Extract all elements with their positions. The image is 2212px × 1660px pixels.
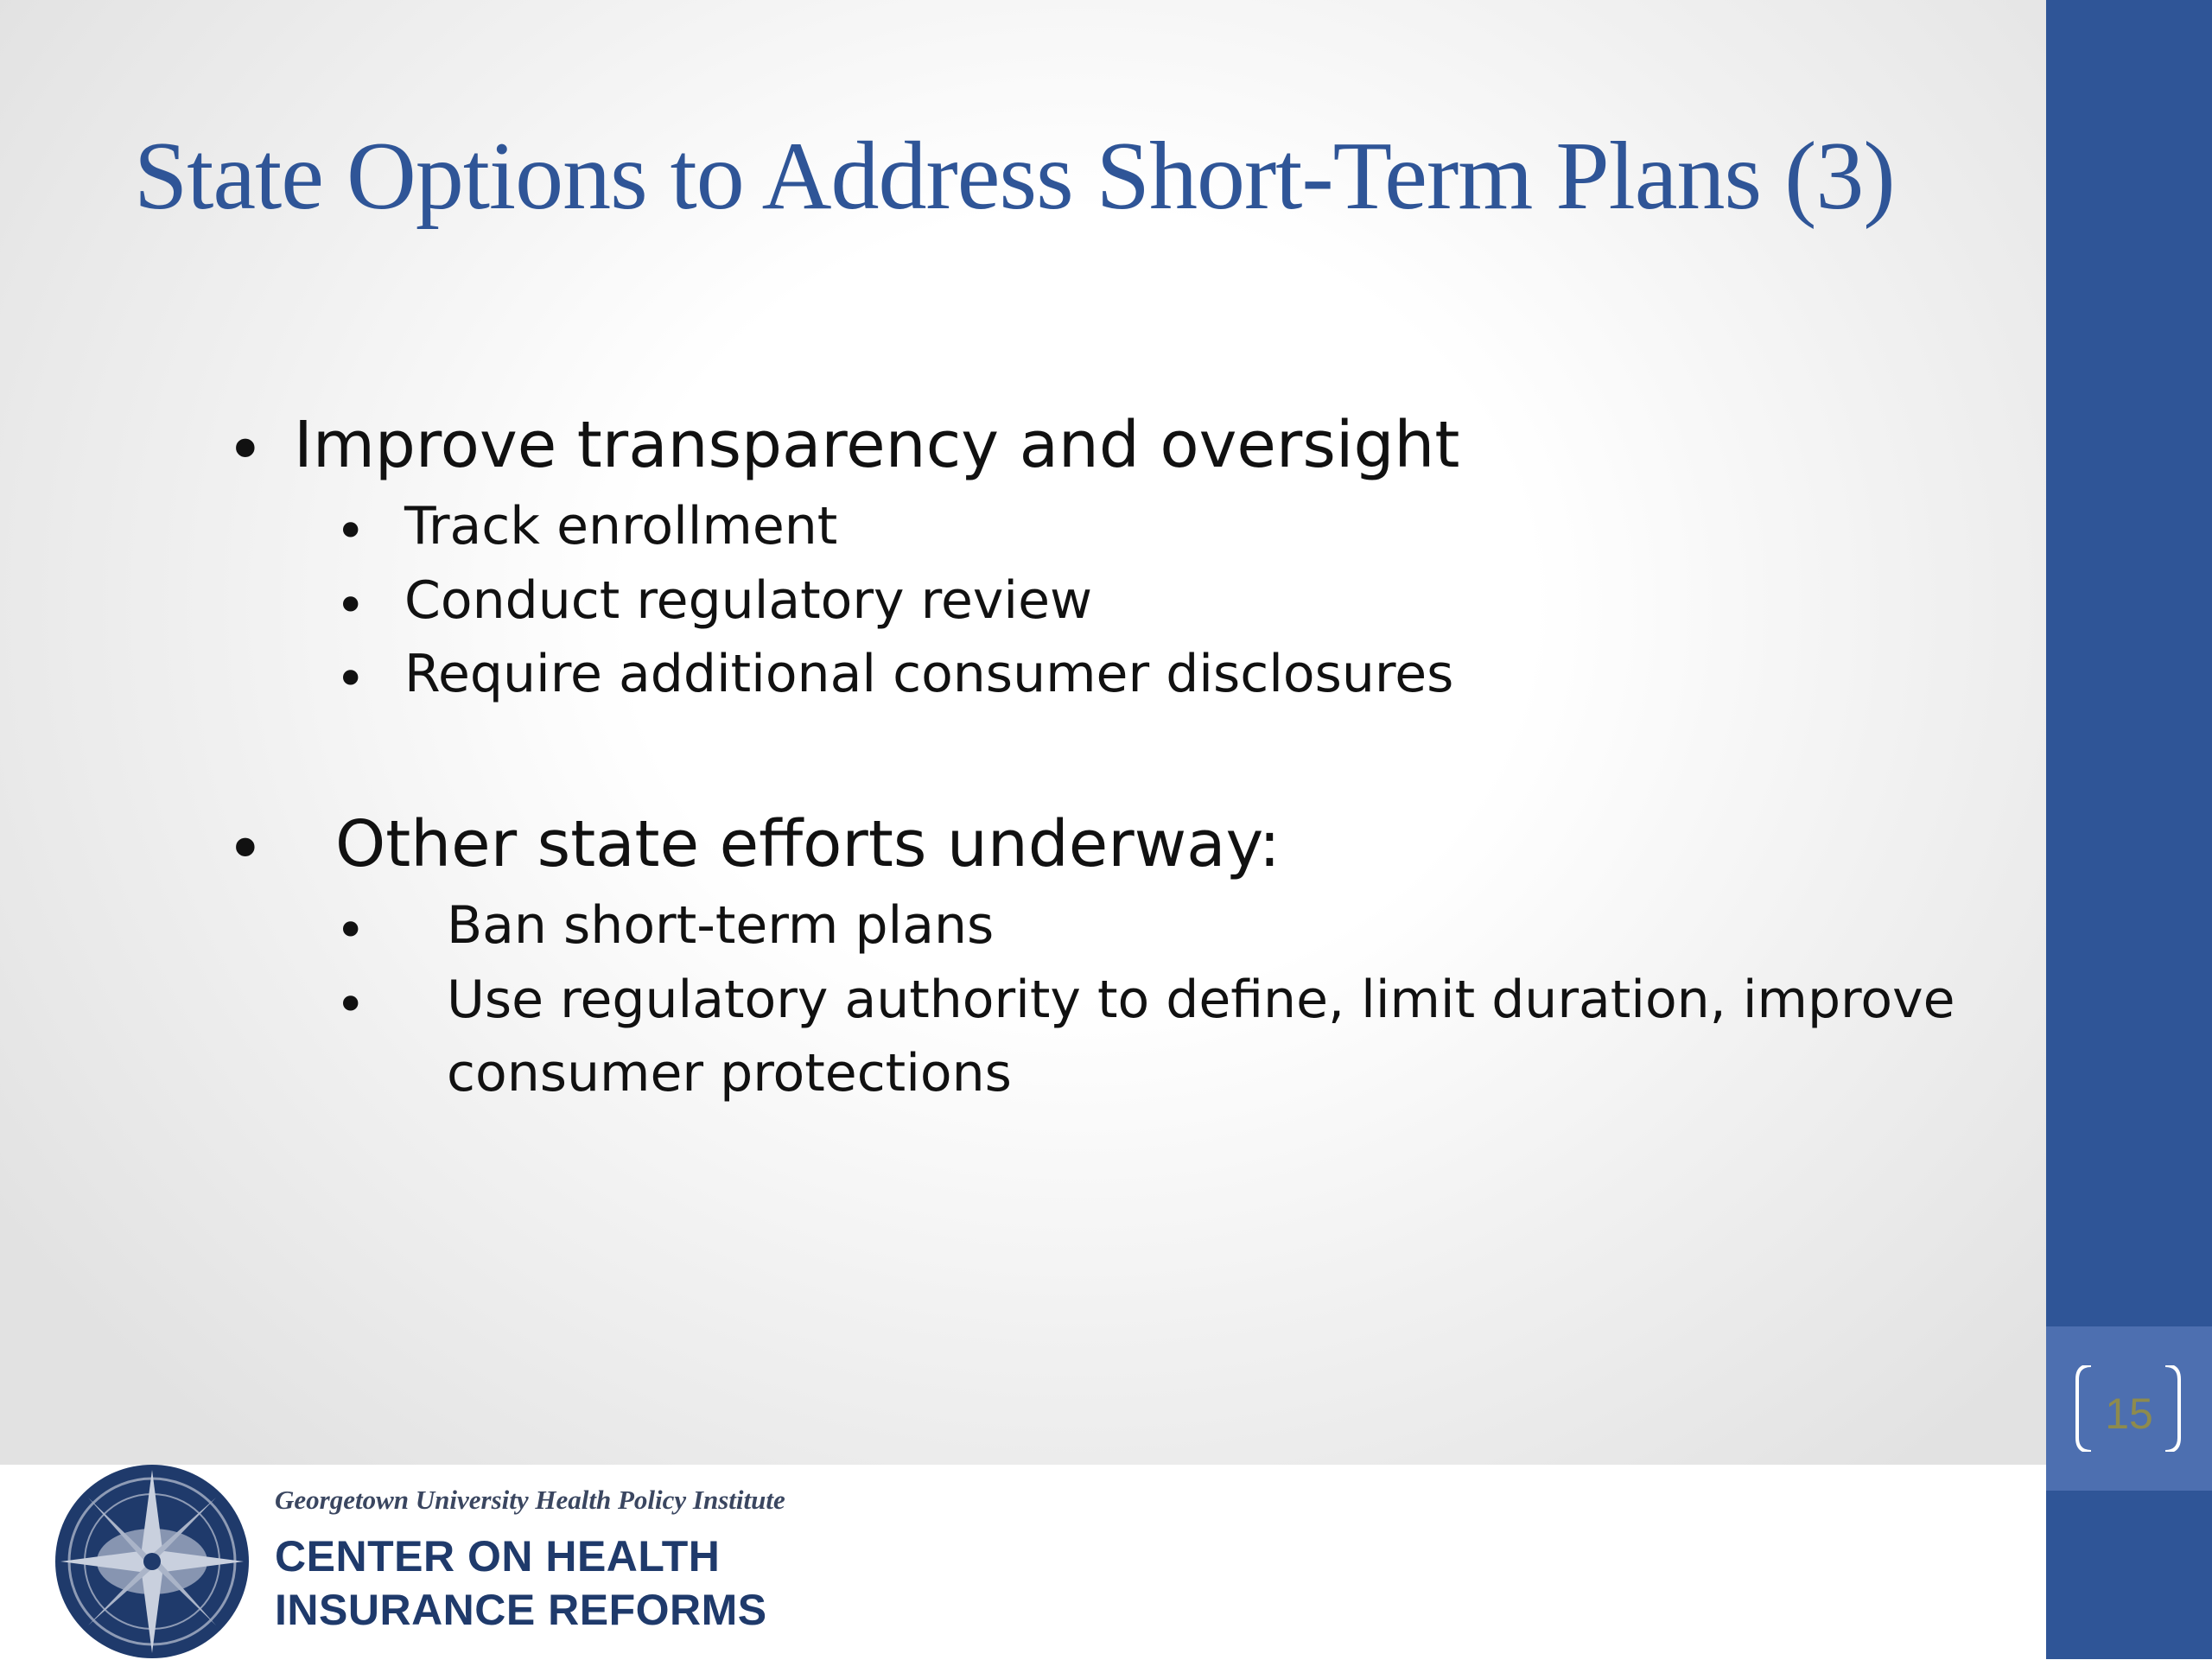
section-heading-1: Improve transparency and oversight — [294, 408, 1460, 482]
list-item: Require additional consumer disclosures — [404, 644, 1454, 704]
center-name-line1: CENTER ON HEALTH — [275, 1532, 721, 1580]
list-item: Use regulatory authority to define, limit duration, improve — [447, 970, 1955, 1030]
center-name-line2: INSURANCE REFORMS — [275, 1586, 767, 1634]
list-item: Ban short-term plans — [447, 895, 995, 956]
page-number-box — [2046, 1326, 2212, 1491]
bullet-icon: • — [226, 413, 264, 487]
bullet-icon: • — [335, 975, 366, 1035]
bullet-icon: • — [335, 576, 366, 636]
bullet-icon: • — [335, 900, 366, 961]
section-heading-2: Other state efforts underway: — [335, 807, 1281, 881]
list-item: Conduct regulatory review — [404, 570, 1093, 631]
bullet-icon: • — [226, 812, 264, 887]
slide-title: State Options to Address Short-Term Plans (3) — [134, 123, 1895, 230]
list-item: Track enrollment — [404, 496, 838, 557]
institute-name: Georgetown University Health Policy Institute — [275, 1485, 785, 1515]
page-number: 15 — [2105, 1390, 2153, 1438]
bullet-icon: • — [335, 649, 366, 709]
compass-emblem-icon — [54, 1463, 251, 1660]
bullet-icon: • — [335, 501, 366, 562]
list-item-continuation: consumer protections — [447, 1043, 1012, 1103]
